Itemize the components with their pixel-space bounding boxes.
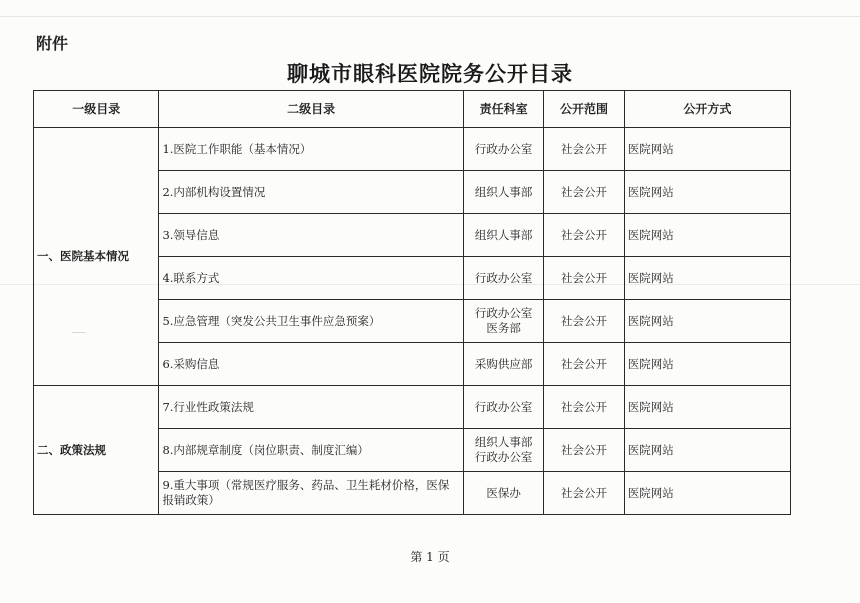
responsible-department: 行政办公室 <box>463 386 543 429</box>
disclosure-scope: 社会公开 <box>544 214 624 257</box>
disclosure-catalog-table <box>33 90 791 515</box>
attachment-label: 附件 <box>36 34 69 53</box>
level2-item: 5.应急管理（突发公共卫生事件应急预案） <box>159 300 464 343</box>
disclosure-scope: 社会公开 <box>544 300 624 343</box>
disclosure-scope: 社会公开 <box>544 472 624 515</box>
responsible-department: 医保办 <box>463 472 543 515</box>
disclosure-scope: 社会公开 <box>544 429 624 472</box>
level2-item: 7.行业性政策法规 <box>159 386 464 429</box>
responsible-department: 组织人事部 <box>463 214 543 257</box>
disclosure-method: 医院网站 <box>624 257 790 300</box>
responsible-department: 采购供应部 <box>463 343 543 386</box>
level2-item: 3.领导信息 <box>159 214 464 257</box>
level2-item: 9.重大事项（常规医疗服务、药品、卫生耗材价格，医保报销政策） <box>159 472 464 515</box>
disclosure-method: 医院网站 <box>624 429 790 472</box>
responsible-department: 行政办公室 医务部 <box>463 300 543 343</box>
header-level2: 二级目录 <box>159 91 464 128</box>
header-level1: 一级目录 <box>34 91 159 128</box>
responsible-department: 组织人事部 行政办公室 <box>463 429 543 472</box>
disclosure-scope: 社会公开 <box>544 386 624 429</box>
header-method: 公开方式 <box>624 91 790 128</box>
level2-item: 2.内部机构设置情况 <box>159 171 464 214</box>
disclosure-method: 医院网站 <box>624 171 790 214</box>
disclosure-scope: 社会公开 <box>544 128 624 171</box>
disclosure-method: 医院网站 <box>624 472 790 515</box>
level2-item: 1.医院工作职能（基本情况） <box>159 128 464 171</box>
disclosure-scope: 社会公开 <box>544 257 624 300</box>
disclosure-method: 医院网站 <box>624 386 790 429</box>
responsible-department: 行政办公室 <box>463 257 543 300</box>
scan-edge-line <box>0 16 860 17</box>
disclosure-scope: 社会公开 <box>544 343 624 386</box>
level2-item: 8.内部规章制度（岗位职责、制度汇编） <box>159 429 464 472</box>
level1-category: 二、政策法规 <box>34 386 159 515</box>
disclosure-method: 医院网站 <box>624 300 790 343</box>
disclosure-method: 医院网站 <box>624 128 790 171</box>
table-row <box>34 386 791 429</box>
header-department: 责任科室 <box>463 91 543 128</box>
disclosure-scope: 社会公开 <box>544 171 624 214</box>
responsible-department: 组织人事部 <box>463 171 543 214</box>
page-number: 第 1 页 <box>410 550 450 564</box>
header-scope: 公开范围 <box>544 91 624 128</box>
level2-item: 6.采购信息 <box>159 343 464 386</box>
level1-category: 一、医院基本情况 <box>34 128 159 386</box>
responsible-department: 行政办公室 <box>463 128 543 171</box>
table-row <box>34 128 791 171</box>
level2-item: 4.联系方式 <box>159 257 464 300</box>
disclosure-method: 医院网站 <box>624 343 790 386</box>
table-header-row <box>34 91 791 128</box>
disclosure-method: 医院网站 <box>624 214 790 257</box>
document-title: 聊城市眼科医院院务公开目录 <box>287 61 573 86</box>
table-body <box>34 128 791 515</box>
